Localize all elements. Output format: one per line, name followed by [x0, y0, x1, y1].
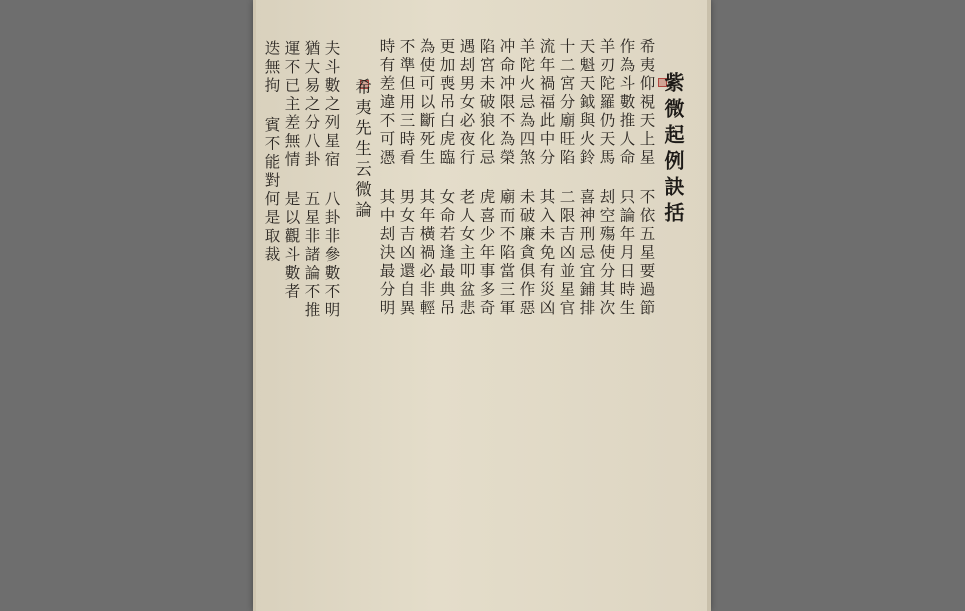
text-column: 運不已主差無情 是以觀斗數者 — [282, 40, 301, 302]
text-column: 冲命冲限不為榮 廟而不陷當三軍 — [497, 38, 516, 318]
text-column: 天魁天鉞與火鈴 喜神刑忌宜鋪排 — [577, 38, 596, 318]
text-column: 不準但用三時看 男女吉凶還自異 — [397, 38, 416, 318]
text-column: 時有差違不可憑 其中刦決最分明 — [377, 38, 396, 318]
document-title: 紫微起例訣括 — [661, 72, 685, 228]
text-column: 遇刦男女必夜行 老人女主叩盆悲 — [457, 38, 476, 318]
text-column: 希夷仰視天上星 不依五星要過節 — [637, 38, 656, 318]
text-column: 夫斗數之列星宿 八卦非參數不明 — [322, 40, 341, 320]
text-column: 羊刃陀羅仍天馬 刦空殤使分其次 — [597, 38, 616, 318]
page-left-edge — [253, 0, 256, 611]
text-column: 羊陀火忌為四煞 未破廉貪俱作惡 — [517, 38, 536, 318]
text-column: 為使可以斷死生 其年橫禍必非輕 — [417, 38, 436, 318]
text-column: 迭無拘 賓不能對何是取裁 — [262, 40, 281, 265]
text-column: 猶大易之分八卦 五星非諸論不推 — [302, 40, 321, 320]
text-column: 作為斗數推人命 只論年月日時生 — [617, 38, 636, 318]
text-column: 陷宮未破狼化忌 虎喜少年事多奇 — [477, 38, 496, 318]
text-column: 流年禍福此中分 其入未免有災凶 — [537, 38, 556, 318]
text-column: 更加喪吊白虎臨 女命若逢最典吊 — [437, 38, 456, 318]
book-page — [253, 0, 711, 611]
section-subtitle: 希夷先生云微論 — [352, 78, 372, 222]
page-right-edge — [707, 0, 711, 611]
text-column: 十二宮分廟旺陷 二限吉凶並星官 — [557, 38, 576, 318]
